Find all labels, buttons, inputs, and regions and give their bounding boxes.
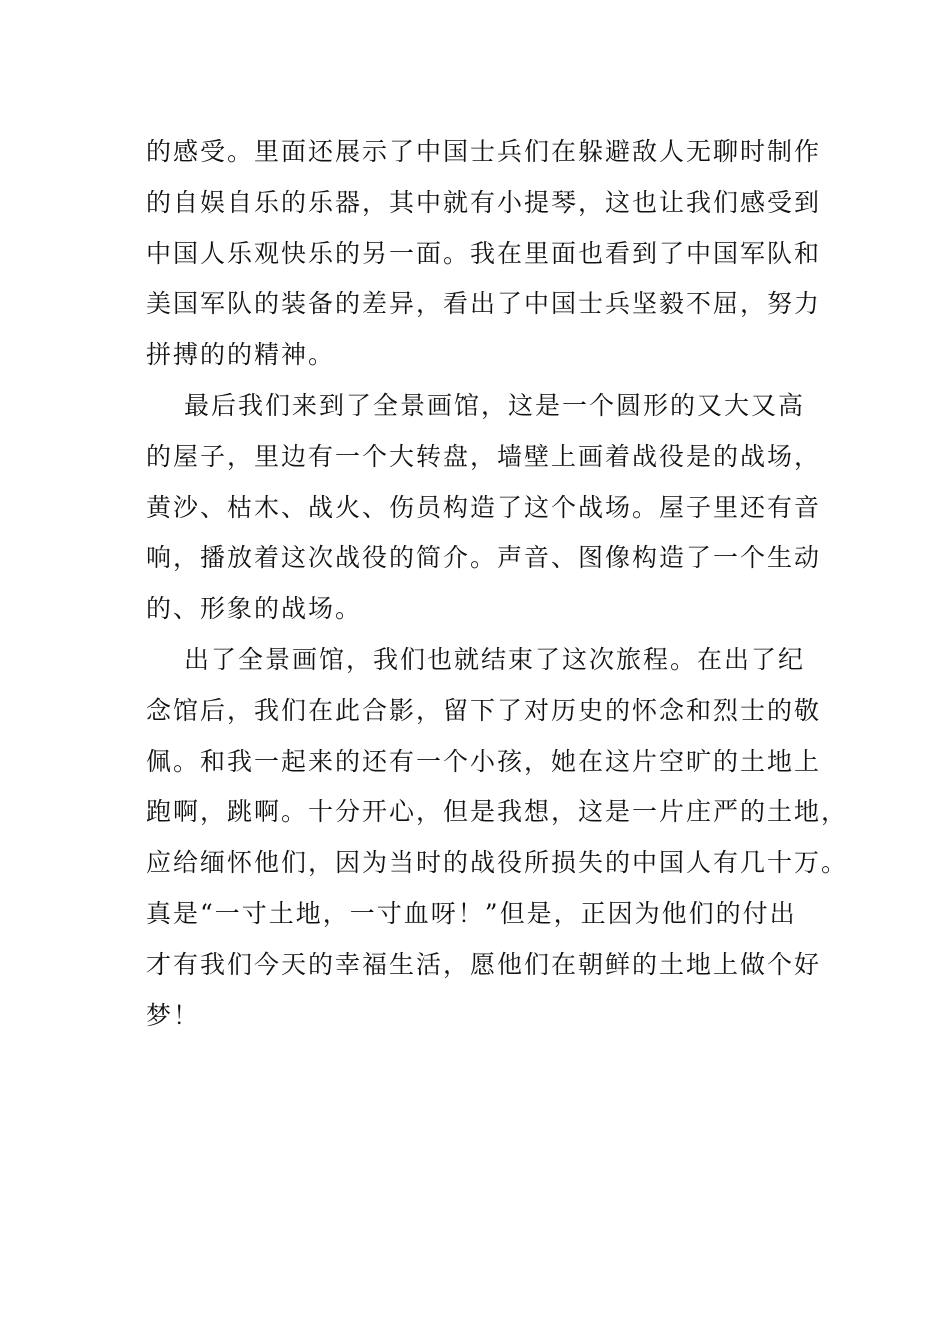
body-text <box>146 127 849 1041</box>
text-line: 真是“一寸土地，一寸血呀！”但是，正因为他们的付出 <box>146 898 797 928</box>
text-line: 才有我们今天的幸福生活，愿他们在朝鲜的土地上做个好 <box>146 949 822 979</box>
paragraph-3 <box>146 635 849 1041</box>
text-line: 的屋子，里边有一个大转盘，墙壁上画着战役是的战场， <box>146 441 822 471</box>
text-line: 拼搏的的精神。 <box>146 340 336 370</box>
paragraph-2 <box>146 381 822 635</box>
text-line: 响，播放着这次战役的简介。声音、图像构造了一个生动 <box>146 543 822 573</box>
text-line-first-indented: 最后我们来到了全景画馆，这是一个圆形的又大又高 <box>184 390 806 420</box>
paragraph-1 <box>146 127 822 381</box>
text-line: 美国军队的装备的差异，看出了中国士兵坚毅不屈，努力 <box>146 289 822 319</box>
text-line: 的感受。里面还展示了中国士兵们在躲避敌人无聊时制作 <box>146 137 822 166</box>
text-line: 跑啊，跳啊。十分开心，但是我想，这是一片庄严的土地， <box>146 797 849 827</box>
text-line-first-indented: 出了全景画馆，我们也就结束了这次旅程。在出了纪 <box>184 644 806 674</box>
text-line: 的自娱自乐的乐器，其中就有小提琴，这也让我们感受到 <box>146 187 822 217</box>
text-line: 黄沙、枯木、战火、伤员构造了这个战场。屋子里还有音 <box>146 492 822 522</box>
text-line: 的、形象的战场。 <box>146 594 363 624</box>
text-line: 念馆后，我们在此合影，留下了对历史的怀念和烈士的敬 <box>146 695 822 725</box>
text-line: 应给缅怀他们，因为当时的战役所损失的中国人有几十万。 <box>146 848 849 878</box>
text-line: 佩。和我一起来的还有一个小孩，她在这片空旷的土地上 <box>146 746 822 776</box>
text-line: 中国人乐观快乐的另一面。我在里面也看到了中国军队和 <box>146 238 822 268</box>
text-line: 梦！ <box>146 1000 201 1030</box>
